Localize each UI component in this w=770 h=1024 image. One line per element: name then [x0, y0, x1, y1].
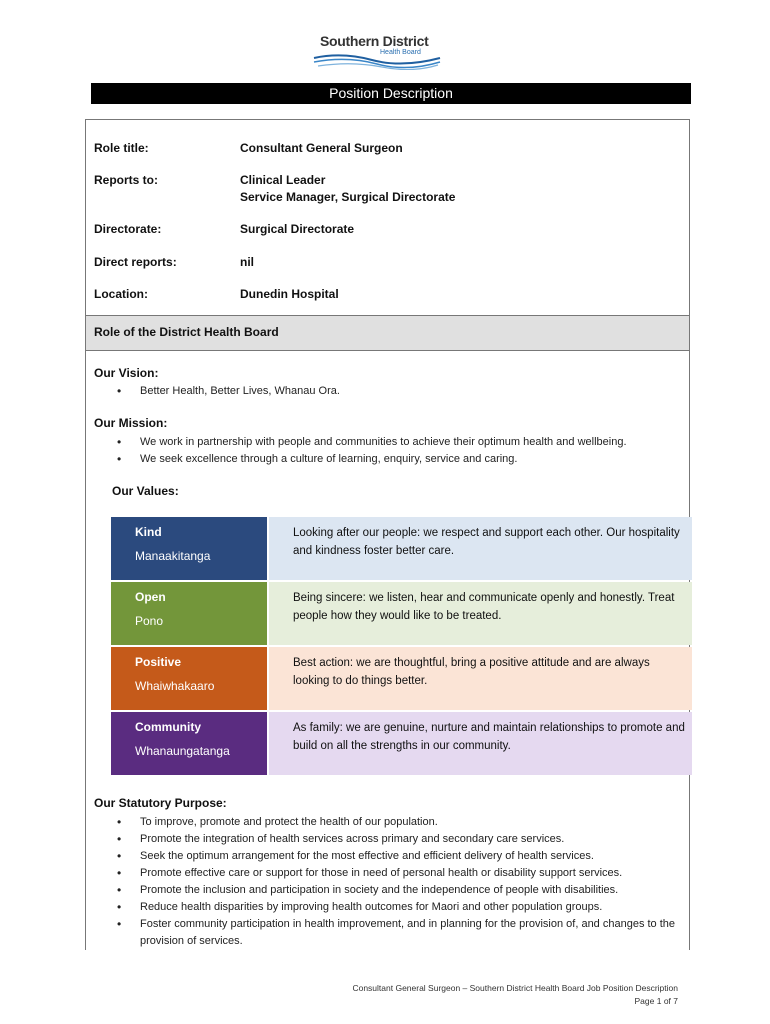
value-row-community [111, 712, 692, 775]
sdhb-logo [312, 30, 442, 72]
value-name-cell [111, 712, 267, 775]
logo-brand: Southern District [320, 33, 429, 49]
list-item: • Promote effective care or support for those in need of personal health or disability support services. [112, 865, 687, 882]
statutory-heading: Our Statutory Purpose: [94, 796, 227, 810]
list-item: • Promote the inclusion and participation in society and the independence of people with disabilities. [112, 882, 687, 899]
value-description-cell [269, 712, 692, 775]
list-item: • Better Health, Better Lives, Whanau Ora. [112, 383, 340, 400]
direct-reports-label: Direct reports: [94, 255, 177, 269]
value-english: Open [135, 590, 166, 604]
value-maori: Whaiwhakaaro [135, 679, 215, 693]
list-item: • To improve, promote and protect the health of our population. [112, 814, 687, 831]
value-maori: Pono [135, 614, 164, 628]
logo-subtitle: Health Board [380, 49, 421, 56]
footer-page-number: Page 1 of 7 [634, 996, 678, 1006]
value-description: Looking after our people: we respect and support each other. Our hospitality and kindness foster better care. [293, 527, 680, 557]
reports-to-value-1: Clinical Leader [240, 173, 326, 187]
list-item: • We work in partnership with people and communities to achieve their optimum health and wellbeing. [112, 434, 627, 451]
role-heading: Role of the District Health Board [94, 325, 279, 339]
mission-list [112, 434, 627, 468]
value-row-kind [111, 517, 692, 580]
role-section-header [86, 315, 689, 351]
directorate-value: Surgical Directorate [240, 222, 355, 236]
direct-reports-value: nil [240, 255, 254, 269]
value-english: Kind [135, 525, 162, 539]
value-english: Positive [135, 655, 182, 669]
page-footer [352, 982, 678, 1008]
value-description-cell [269, 517, 692, 580]
value-maori: Whanaungatanga [135, 744, 230, 758]
list-item: • Seek the optimum arrangement for the most effective and efficient delivery of health services. [112, 848, 687, 865]
value-description: As family: we are genuine, nurture and maintain relationships to promote and build on all the strengths in our community. [293, 722, 685, 752]
value-name-cell [111, 517, 267, 580]
location-value: Dunedin Hospital [240, 287, 339, 301]
vision-list [112, 383, 340, 400]
value-name-cell [111, 582, 267, 645]
value-name-cell [111, 647, 267, 710]
wave-icon [312, 52, 442, 70]
page-title: Position Description [91, 83, 691, 104]
reports-to-value-2: Service Manager, Surgical Directorate [240, 190, 456, 204]
mission-heading: Our Mission: [94, 416, 168, 430]
value-description: Being sincere: we listen, hear and communicate openly and honestly. Treat people how they would like to be treated. [293, 592, 675, 622]
list-item: • Promote the integration of health services across primary and secondary care services. [112, 831, 687, 848]
statutory-list [112, 814, 687, 950]
value-row-open [111, 582, 692, 645]
list-item: • Foster community participation in health improvement, and in planning for the provision of, and changes to the provision of services. [112, 916, 687, 950]
role-title-value: Consultant General Surgeon [240, 141, 403, 155]
vision-heading: Our Vision: [94, 366, 159, 380]
value-description-cell [269, 582, 692, 645]
value-row-positive [111, 647, 692, 710]
list-item: • We seek excellence through a culture of learning, enquiry, service and caring. [112, 451, 627, 468]
values-heading: Our Values: [112, 484, 179, 498]
list-item: • Reduce health disparities by improving health outcomes for Maori and other population groups. [112, 899, 687, 916]
footer-document-title: Consultant General Surgeon – Southern District Health Board Job Position Description [352, 983, 678, 993]
role-title-label: Role title: [94, 141, 149, 155]
value-description-cell [269, 647, 692, 710]
value-description: Best action: we are thoughtful, bring a positive attitude and are always looking to do things better. [293, 657, 650, 687]
position-frame [85, 119, 690, 950]
value-maori: Manaakitanga [135, 549, 211, 563]
directorate-label: Directorate: [94, 222, 162, 236]
value-english: Community [135, 720, 201, 734]
location-label: Location: [94, 287, 148, 301]
reports-to-label: Reports to: [94, 173, 158, 187]
